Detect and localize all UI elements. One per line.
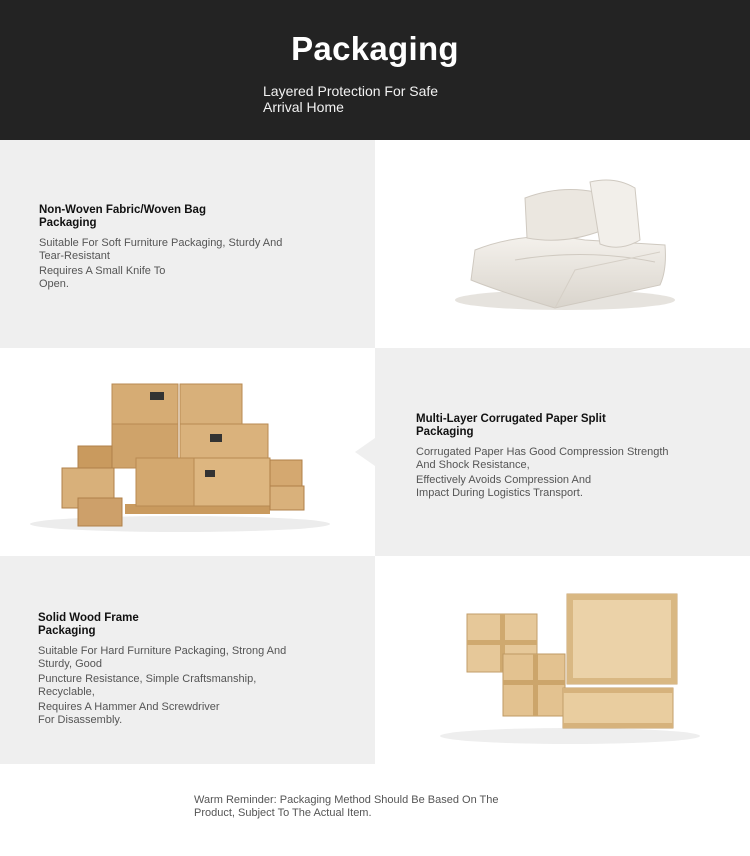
wood-image-panel (375, 556, 750, 764)
reminder-line-1: Warm Reminder: Packaging Method Should Be Based On The (194, 794, 499, 806)
section-desc-line: Requires A Small Knife To (39, 265, 166, 277)
section-title: Non-Woven Fabric/Woven Bag (39, 204, 206, 216)
section-desc-line: Requires A Hammer And Screwdriver (38, 701, 220, 713)
fabric-bundles-image (375, 140, 750, 348)
boxes-image-panel (0, 348, 375, 556)
page-title: Packaging (291, 30, 459, 67)
wooden-crates-image (375, 556, 750, 764)
page-header (0, 0, 750, 140)
section-desc-line: For Disassembly. (38, 714, 123, 726)
section-desc-line: Sturdy, Good (38, 658, 102, 670)
section-fabric-packaging (0, 140, 750, 348)
section-title-cont: Packaging (416, 425, 474, 438)
fabric-text-block (39, 204, 329, 291)
fabric-image-panel (375, 140, 750, 348)
cardboard-boxes-image (0, 348, 375, 556)
subtitle-line-1: Layered Protection For Safe (263, 83, 439, 99)
section-desc-line: Suitable For Soft Furniture Packaging, Sturdy And (39, 237, 283, 249)
section-title: Solid Wood Frame (38, 612, 139, 624)
section-desc-line: Tear-Resistant (39, 250, 110, 262)
section-desc-line: Puncture Resistance, Simple Craftsmanship, (38, 673, 257, 685)
corrugated-text-block (416, 413, 716, 500)
subtitle-line-2: Arrival Home (263, 99, 344, 115)
section-corrugated-packaging (0, 348, 750, 556)
section-desc-line: Corrugated Paper Has Good Compression Strength (416, 446, 669, 458)
warm-reminder (194, 794, 534, 820)
section-desc-line: Open. (39, 278, 69, 290)
section-desc-line: Recyclable, (38, 686, 95, 698)
section-title-cont: Packaging (38, 624, 96, 637)
section-desc-line: And Shock Resistance, (416, 459, 530, 471)
wood-text-block (38, 612, 338, 727)
pointer-arrow (355, 438, 375, 466)
section-title: Multi-Layer Corrugated Paper Split (416, 413, 606, 425)
page-subtitle (263, 83, 463, 115)
section-desc-line: Effectively Avoids Compression And (416, 474, 592, 486)
section-desc-line: Suitable For Hard Furniture Packaging, Strong And (38, 645, 287, 657)
section-wood-packaging (0, 556, 750, 764)
section-desc-line: Impact During Logistics Transport. (416, 487, 583, 499)
reminder-line-2: Product, Subject To The Actual Item. (194, 807, 372, 819)
section-title-cont: Packaging (39, 216, 97, 229)
